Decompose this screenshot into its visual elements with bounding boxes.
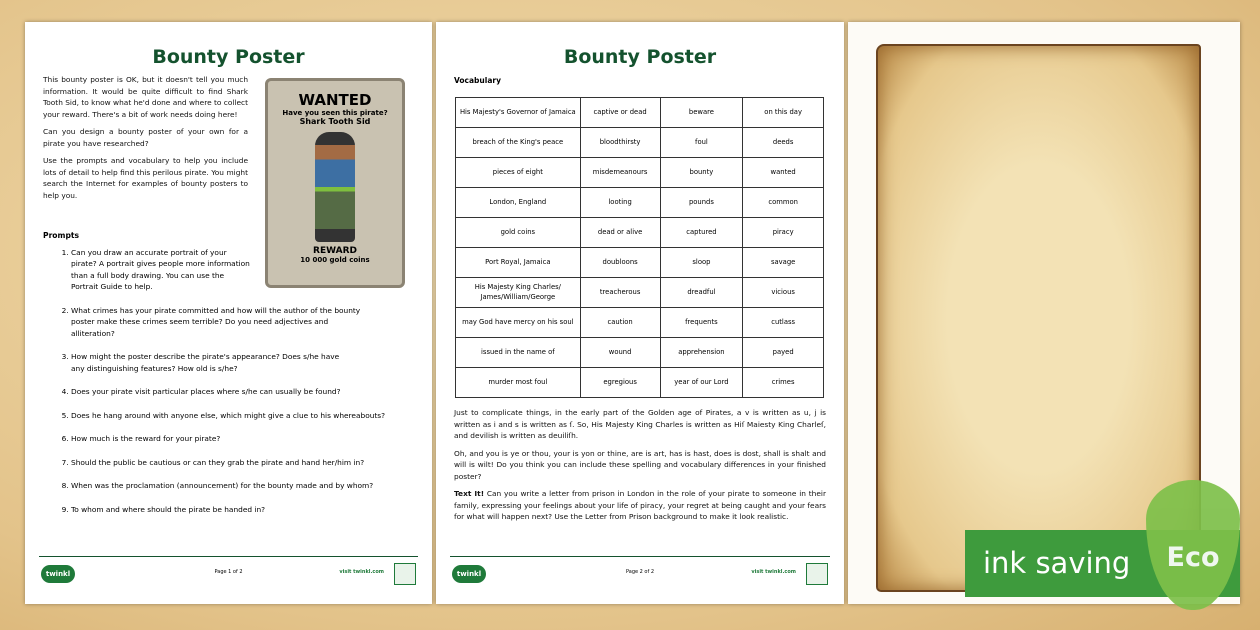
vocab-cell: payed xyxy=(743,338,824,368)
vocab-cell: crimes xyxy=(743,368,824,398)
poster-wanted: WANTED xyxy=(298,91,372,109)
intro-paragraph: Use the prompts and vocabulary to help you include lots of detail to help find this perilous pirate. You might search the Internet for examples of bounty posters to help you. xyxy=(43,156,248,200)
pirate-illustration xyxy=(315,132,355,242)
vocab-cell: dead or alive xyxy=(580,218,660,248)
vocab-cell: misdemeanours xyxy=(580,158,660,188)
vocab-cell: beware xyxy=(660,98,743,128)
vocab-cell: captive or dead xyxy=(580,98,660,128)
text-it-label: Text It! xyxy=(454,489,485,498)
vocab-cell: captured xyxy=(660,218,743,248)
vocab-cell: savage xyxy=(743,248,824,278)
ink-saving-banner: ink saving xyxy=(965,530,1240,597)
vocab-cell: London, England xyxy=(456,188,581,218)
page-title: Bounty Poster xyxy=(152,46,305,68)
text-it-body: Can you write a letter from prison in London in the role of your pirate to someone in their family, expressing your feelings about your life of piracy, your regret at being caught and your fears for what will happen next? Use the Letter from Prison background to make it look realistic. xyxy=(454,489,826,521)
page-number: Page 1 of 2 xyxy=(214,569,243,575)
vocab-cell: may God have mercy on his soul xyxy=(456,308,581,338)
vocab-cell: sloop xyxy=(660,248,743,278)
poster-amount: 10 000 gold coins xyxy=(300,256,370,264)
footer xyxy=(450,556,830,586)
vocab-row xyxy=(456,218,824,248)
body-text xyxy=(454,407,826,529)
vocab-cell: looting xyxy=(580,188,660,218)
vocab-cell: breach of the King's peace xyxy=(456,128,581,158)
twinkl-logo: twinkl xyxy=(41,565,75,583)
prompt-item: 2. What crimes has your pirate committed and how will the author of the bounty poster make these crimes seem terrible? Do you need adjectives and alliteration? xyxy=(71,305,361,340)
vocab-cell: wanted xyxy=(743,158,824,188)
eco-leaf-icon: Eco xyxy=(1146,480,1240,610)
vocab-cell: foul xyxy=(660,128,743,158)
vocab-row xyxy=(456,368,824,398)
vocab-cell: deeds xyxy=(743,128,824,158)
vocab-row xyxy=(456,308,824,338)
quality-badge-icon xyxy=(394,563,416,585)
prompts-heading: Prompts xyxy=(43,231,80,240)
vocab-cell: year of our Lord xyxy=(660,368,743,398)
vocab-cell: gold coins xyxy=(456,218,581,248)
vocab-cell: His Majesty King Charles/ James/William/George xyxy=(456,278,581,308)
prompt-item: 4. Does your pirate visit particular places where s/he can usually be found? xyxy=(71,386,423,398)
prompt-item: 7. Should the public be cautious or can they grab the pirate and hand her/him in? xyxy=(71,457,423,469)
vocab-row xyxy=(456,278,824,308)
quality-badge-icon xyxy=(806,563,828,585)
vocab-cell: caution xyxy=(580,308,660,338)
vocab-cell: Port Royal, Jamaica xyxy=(456,248,581,278)
vocab-cell: frequents xyxy=(660,308,743,338)
vocab-cell: treacherous xyxy=(580,278,660,308)
twinkl-logo: twinkl xyxy=(452,565,486,583)
vocab-cell: dreadful xyxy=(660,278,743,308)
vocabulary-table xyxy=(455,97,824,398)
visit-link[interactable]: visit twinkl.com xyxy=(751,569,796,575)
prompt-item: 9. To whom and where should the pirate be handed in? xyxy=(71,504,423,516)
vocab-row xyxy=(456,188,824,218)
vocab-cell: pounds xyxy=(660,188,743,218)
vocab-cell: common xyxy=(743,188,824,218)
vocab-cell: cutlass xyxy=(743,308,824,338)
prompt-item: 6. How much is the reward for your pirate? xyxy=(71,433,423,445)
vocab-cell: vicious xyxy=(743,278,824,308)
visit-link[interactable]: visit twinkl.com xyxy=(339,569,384,575)
prompt-item: 8. When was the proclamation (announcement) for the bounty made and by whom? xyxy=(71,480,423,492)
vocab-row xyxy=(456,98,824,128)
prompt-item: 5. Does he hang around with anyone else, which might give a clue to his whereabouts? xyxy=(71,410,423,422)
intro-paragraph: Can you design a bounty poster of your own for a pirate you have researched? xyxy=(43,127,248,148)
vocab-cell: doubloons xyxy=(580,248,660,278)
vocab-cell: His Majesty's Governor of Jamaica xyxy=(456,98,581,128)
footer xyxy=(39,556,418,586)
intro-paragraph: This bounty poster is OK, but it doesn't tell you much information. It would be quite difficult to find Shark Tooth Sid, to know what he'd done and where to collect your reward. There's a bit of work needs doing here! xyxy=(43,75,248,119)
page-2 xyxy=(436,22,844,604)
poster-name: Shark Tooth Sid xyxy=(299,117,371,126)
vocab-cell: murder most foul xyxy=(456,368,581,398)
vocab-cell: bounty xyxy=(660,158,743,188)
page-title: Bounty Poster xyxy=(563,46,717,68)
page-1 xyxy=(25,22,432,604)
vocab-cell: wound xyxy=(580,338,660,368)
vocab-cell: egregious xyxy=(580,368,660,398)
vocab-cell: apprehension xyxy=(660,338,743,368)
vocabulary-heading: Vocabulary xyxy=(454,76,501,85)
vocab-row xyxy=(456,158,824,188)
prompt-item: 3. How might the poster describe the pirate's appearance? Does s/he have any distinguishing features? How old is s/he? xyxy=(71,351,341,374)
vocab-cell: pieces of eight xyxy=(456,158,581,188)
vocab-cell: bloodthirsty xyxy=(580,128,660,158)
poster-reward: REWARD xyxy=(313,246,357,256)
paragraph: Just to complicate things, in the early part of the Golden age of Pirates, a v is written as u, j is written as i and s is written as ſ. So, His Majesty King Charles is written as Hiſ Maiesty King Charleſ, and devilish is written as deuiliſh. xyxy=(454,408,826,440)
intro xyxy=(43,74,248,207)
vocab-cell: piracy xyxy=(743,218,824,248)
vocab-cell: on this day xyxy=(743,98,824,128)
vocab-cell: issued in the name of xyxy=(456,338,581,368)
paragraph xyxy=(454,488,826,523)
prompts xyxy=(43,230,423,527)
vocab-row xyxy=(456,338,824,368)
prompt-item: 1. Can you draw an accurate portrait of your pirate? A portrait gives people more information than a full body drawing. You can use the Portrait Guide to help. xyxy=(71,247,251,293)
poster-question: Have you seen this pirate? xyxy=(282,109,388,117)
vocab-row xyxy=(456,248,824,278)
page-number: Page 2 of 2 xyxy=(625,569,655,575)
paragraph: Oh, and you is ye or thou, your is yon or thine, are is art, has is hast, does is dost, shall is shalt and will is wilt! Do you think you can include these spelling and vocabulary differences in your finished poster? xyxy=(454,448,826,481)
vocab-row xyxy=(456,128,824,158)
